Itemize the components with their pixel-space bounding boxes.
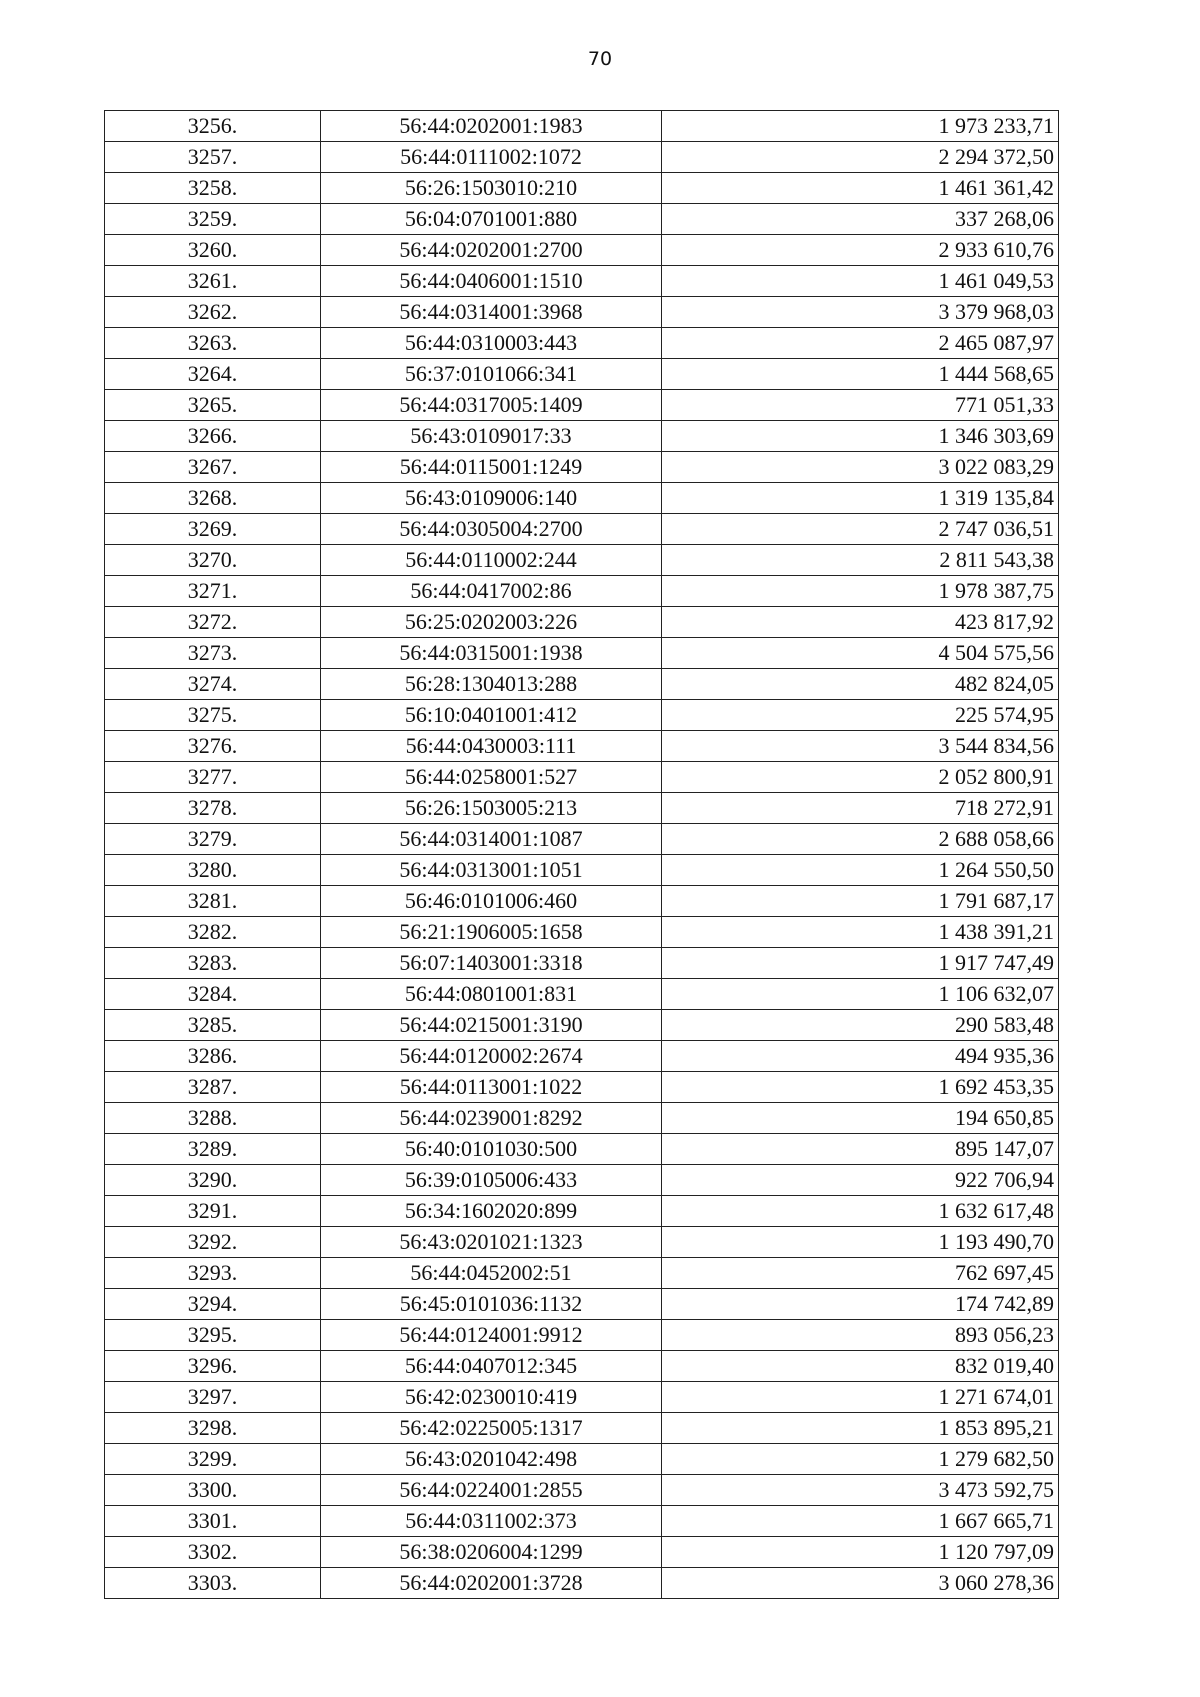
row-number-cell: 3264. bbox=[105, 359, 321, 390]
row-number-cell: 3261. bbox=[105, 266, 321, 297]
cadastral-value-cell: 1 461 049,53 bbox=[662, 266, 1059, 297]
cadastral-number-cell: 56:44:0224001:2855 bbox=[321, 1475, 662, 1506]
row-number-cell: 3285. bbox=[105, 1010, 321, 1041]
row-number-cell: 3268. bbox=[105, 483, 321, 514]
cadastral-value-cell: 2 465 087,97 bbox=[662, 328, 1059, 359]
table-row bbox=[105, 669, 1059, 700]
row-number-cell: 3298. bbox=[105, 1413, 321, 1444]
row-number-cell: 3258. bbox=[105, 173, 321, 204]
row-number-cell: 3300. bbox=[105, 1475, 321, 1506]
cadastral-value-cell: 1 973 233,71 bbox=[662, 111, 1059, 142]
table-row bbox=[105, 297, 1059, 328]
table-row bbox=[105, 1258, 1059, 1289]
cadastral-value-cell: 2 052 800,91 bbox=[662, 762, 1059, 793]
cadastral-value-cell: 1 917 747,49 bbox=[662, 948, 1059, 979]
cadastral-number-cell: 56:44:0202001:3728 bbox=[321, 1568, 662, 1599]
cadastral-number-cell: 56:44:0215001:3190 bbox=[321, 1010, 662, 1041]
table-row bbox=[105, 731, 1059, 762]
row-number-cell: 3273. bbox=[105, 638, 321, 669]
cadastral-value-cell: 2 294 372,50 bbox=[662, 142, 1059, 173]
row-number-cell: 3257. bbox=[105, 142, 321, 173]
cadastral-value-cell: 337 268,06 bbox=[662, 204, 1059, 235]
cadastral-value-cell: 1 120 797,09 bbox=[662, 1537, 1059, 1568]
table-row bbox=[105, 514, 1059, 545]
cadastral-number-cell: 56:44:0452002:51 bbox=[321, 1258, 662, 1289]
cadastral-value-cell: 1 853 895,21 bbox=[662, 1413, 1059, 1444]
table-row bbox=[105, 1289, 1059, 1320]
cadastral-value-cell: 762 697,45 bbox=[662, 1258, 1059, 1289]
table-row bbox=[105, 1165, 1059, 1196]
cadastral-number-cell: 56:37:0101066:341 bbox=[321, 359, 662, 390]
cadastral-value-cell: 1 271 674,01 bbox=[662, 1382, 1059, 1413]
table-row bbox=[105, 1196, 1059, 1227]
row-number-cell: 3282. bbox=[105, 917, 321, 948]
cadastral-value-cell: 482 824,05 bbox=[662, 669, 1059, 700]
row-number-cell: 3284. bbox=[105, 979, 321, 1010]
table-row bbox=[105, 762, 1059, 793]
cadastral-number-cell: 56:44:0305004:2700 bbox=[321, 514, 662, 545]
table-row bbox=[105, 1010, 1059, 1041]
cadastral-value-cell: 1 193 490,70 bbox=[662, 1227, 1059, 1258]
row-number-cell: 3287. bbox=[105, 1072, 321, 1103]
table-row bbox=[105, 545, 1059, 576]
cadastral-value-cell: 225 574,95 bbox=[662, 700, 1059, 731]
cadastral-number-cell: 56:26:1503010:210 bbox=[321, 173, 662, 204]
cadastral-number-cell: 56:44:0430003:111 bbox=[321, 731, 662, 762]
table-row bbox=[105, 452, 1059, 483]
row-number-cell: 3297. bbox=[105, 1382, 321, 1413]
cadastral-number-cell: 56:42:0230010:419 bbox=[321, 1382, 662, 1413]
table-row bbox=[105, 328, 1059, 359]
table-row bbox=[105, 638, 1059, 669]
row-number-cell: 3259. bbox=[105, 204, 321, 235]
table-row bbox=[105, 111, 1059, 142]
cadastral-value-cell: 1 279 682,50 bbox=[662, 1444, 1059, 1475]
cadastral-value-cell: 4 504 575,56 bbox=[662, 638, 1059, 669]
row-number-cell: 3303. bbox=[105, 1568, 321, 1599]
table-row bbox=[105, 886, 1059, 917]
row-number-cell: 3278. bbox=[105, 793, 321, 824]
cadastral-value-table bbox=[104, 110, 1059, 1599]
cadastral-number-cell: 56:38:0206004:1299 bbox=[321, 1537, 662, 1568]
row-number-cell: 3283. bbox=[105, 948, 321, 979]
cadastral-number-cell: 56:07:1403001:3318 bbox=[321, 948, 662, 979]
cadastral-number-cell: 56:25:0202003:226 bbox=[321, 607, 662, 638]
cadastral-value-cell: 3 379 968,03 bbox=[662, 297, 1059, 328]
cadastral-value-cell: 1 264 550,50 bbox=[662, 855, 1059, 886]
cadastral-number-cell: 56:44:0202001:2700 bbox=[321, 235, 662, 266]
cadastral-value-cell: 1 667 665,71 bbox=[662, 1506, 1059, 1537]
cadastral-number-cell: 56:44:0314001:1087 bbox=[321, 824, 662, 855]
row-number-cell: 3263. bbox=[105, 328, 321, 359]
cadastral-number-cell: 56:21:1906005:1658 bbox=[321, 917, 662, 948]
table-row bbox=[105, 700, 1059, 731]
cadastral-value-cell: 194 650,85 bbox=[662, 1103, 1059, 1134]
row-number-cell: 3260. bbox=[105, 235, 321, 266]
cadastral-number-cell: 56:43:0201021:1323 bbox=[321, 1227, 662, 1258]
page-number: 70 bbox=[587, 48, 613, 70]
cadastral-value-cell: 290 583,48 bbox=[662, 1010, 1059, 1041]
cadastral-number-cell: 56:40:0101030:500 bbox=[321, 1134, 662, 1165]
table-row bbox=[105, 1134, 1059, 1165]
row-number-cell: 3272. bbox=[105, 607, 321, 638]
table-row bbox=[105, 1444, 1059, 1475]
cadastral-number-cell: 56:44:0315001:1938 bbox=[321, 638, 662, 669]
table-row bbox=[105, 1227, 1059, 1258]
cadastral-value-cell: 3 544 834,56 bbox=[662, 731, 1059, 762]
cadastral-value-cell: 771 051,33 bbox=[662, 390, 1059, 421]
cadastral-value-cell: 922 706,94 bbox=[662, 1165, 1059, 1196]
table-row bbox=[105, 359, 1059, 390]
cadastral-value-cell: 1 444 568,65 bbox=[662, 359, 1059, 390]
cadastral-value-cell: 1 632 617,48 bbox=[662, 1196, 1059, 1227]
cadastral-value-cell: 893 056,23 bbox=[662, 1320, 1059, 1351]
cadastral-number-cell: 56:44:0120002:2674 bbox=[321, 1041, 662, 1072]
table-row bbox=[105, 607, 1059, 638]
row-number-cell: 3291. bbox=[105, 1196, 321, 1227]
cadastral-value-cell: 1 692 453,35 bbox=[662, 1072, 1059, 1103]
cadastral-number-cell: 56:43:0109017:33 bbox=[321, 421, 662, 452]
cadastral-number-cell: 56:44:0113001:1022 bbox=[321, 1072, 662, 1103]
row-number-cell: 3301. bbox=[105, 1506, 321, 1537]
table-row bbox=[105, 824, 1059, 855]
cadastral-number-cell: 56:44:0239001:8292 bbox=[321, 1103, 662, 1134]
table-row bbox=[105, 948, 1059, 979]
cadastral-number-cell: 56:10:0401001:412 bbox=[321, 700, 662, 731]
cadastral-value-cell: 1 791 687,17 bbox=[662, 886, 1059, 917]
cadastral-number-cell: 56:44:0110002:244 bbox=[321, 545, 662, 576]
row-number-cell: 3288. bbox=[105, 1103, 321, 1134]
row-number-cell: 3296. bbox=[105, 1351, 321, 1382]
table-row bbox=[105, 979, 1059, 1010]
cadastral-number-cell: 56:44:0111002:1072 bbox=[321, 142, 662, 173]
cadastral-number-cell: 56:44:0313001:1051 bbox=[321, 855, 662, 886]
row-number-cell: 3302. bbox=[105, 1537, 321, 1568]
cadastral-number-cell: 56:42:0225005:1317 bbox=[321, 1413, 662, 1444]
table-row bbox=[105, 173, 1059, 204]
row-number-cell: 3267. bbox=[105, 452, 321, 483]
table-row bbox=[105, 390, 1059, 421]
table-row bbox=[105, 235, 1059, 266]
cadastral-number-cell: 56:44:0417002:86 bbox=[321, 576, 662, 607]
cadastral-value-cell: 423 817,92 bbox=[662, 607, 1059, 638]
row-number-cell: 3289. bbox=[105, 1134, 321, 1165]
cadastral-number-cell: 56:26:1503005:213 bbox=[321, 793, 662, 824]
table-row bbox=[105, 793, 1059, 824]
cadastral-value-cell: 1 438 391,21 bbox=[662, 917, 1059, 948]
cadastral-value-cell: 3 060 278,36 bbox=[662, 1568, 1059, 1599]
row-number-cell: 3292. bbox=[105, 1227, 321, 1258]
cadastral-number-cell: 56:44:0258001:527 bbox=[321, 762, 662, 793]
cadastral-value-cell: 2 811 543,38 bbox=[662, 545, 1059, 576]
cadastral-value-cell: 718 272,91 bbox=[662, 793, 1059, 824]
cadastral-value-cell: 2 688 058,66 bbox=[662, 824, 1059, 855]
cadastral-number-cell: 56:44:0801001:831 bbox=[321, 979, 662, 1010]
table-row bbox=[105, 1537, 1059, 1568]
cadastral-value-cell: 494 935,36 bbox=[662, 1041, 1059, 1072]
cadastral-value-cell: 1 106 632,07 bbox=[662, 979, 1059, 1010]
row-number-cell: 3280. bbox=[105, 855, 321, 886]
cadastral-number-cell: 56:45:0101036:1132 bbox=[321, 1289, 662, 1320]
cadastral-number-cell: 56:46:0101006:460 bbox=[321, 886, 662, 917]
cadastral-value-cell: 2 747 036,51 bbox=[662, 514, 1059, 545]
cadastral-number-cell: 56:44:0317005:1409 bbox=[321, 390, 662, 421]
row-number-cell: 3271. bbox=[105, 576, 321, 607]
table-row bbox=[105, 421, 1059, 452]
table-body bbox=[105, 111, 1059, 1599]
table-row bbox=[105, 1382, 1059, 1413]
table-row bbox=[105, 204, 1059, 235]
cadastral-number-cell: 56:44:0314001:3968 bbox=[321, 297, 662, 328]
cadastral-number-cell: 56:44:0311002:373 bbox=[321, 1506, 662, 1537]
cadastral-number-cell: 56:34:1602020:899 bbox=[321, 1196, 662, 1227]
table-row bbox=[105, 1475, 1059, 1506]
cadastral-number-cell: 56:43:0201042:498 bbox=[321, 1444, 662, 1475]
row-number-cell: 3275. bbox=[105, 700, 321, 731]
table-row bbox=[105, 1320, 1059, 1351]
table-row bbox=[105, 917, 1059, 948]
row-number-cell: 3279. bbox=[105, 824, 321, 855]
row-number-cell: 3290. bbox=[105, 1165, 321, 1196]
cadastral-number-cell: 56:44:0310003:443 bbox=[321, 328, 662, 359]
cadastral-value-cell: 832 019,40 bbox=[662, 1351, 1059, 1382]
row-number-cell: 3269. bbox=[105, 514, 321, 545]
cadastral-value-cell: 1 346 303,69 bbox=[662, 421, 1059, 452]
row-number-cell: 3270. bbox=[105, 545, 321, 576]
row-number-cell: 3256. bbox=[105, 111, 321, 142]
row-number-cell: 3286. bbox=[105, 1041, 321, 1072]
row-number-cell: 3262. bbox=[105, 297, 321, 328]
row-number-cell: 3265. bbox=[105, 390, 321, 421]
cadastral-number-cell: 56:43:0109006:140 bbox=[321, 483, 662, 514]
table-row bbox=[105, 1568, 1059, 1599]
cadastral-value-cell: 3 473 592,75 bbox=[662, 1475, 1059, 1506]
table-row bbox=[105, 855, 1059, 886]
row-number-cell: 3294. bbox=[105, 1289, 321, 1320]
cadastral-value-cell: 895 147,07 bbox=[662, 1134, 1059, 1165]
row-number-cell: 3281. bbox=[105, 886, 321, 917]
cadastral-value-cell: 174 742,89 bbox=[662, 1289, 1059, 1320]
cadastral-number-cell: 56:44:0202001:1983 bbox=[321, 111, 662, 142]
row-number-cell: 3276. bbox=[105, 731, 321, 762]
cadastral-number-cell: 56:44:0406001:1510 bbox=[321, 266, 662, 297]
row-number-cell: 3266. bbox=[105, 421, 321, 452]
table-row bbox=[105, 483, 1059, 514]
cadastral-number-cell: 56:39:0105006:433 bbox=[321, 1165, 662, 1196]
row-number-cell: 3299. bbox=[105, 1444, 321, 1475]
cadastral-number-cell: 56:04:0701001:880 bbox=[321, 204, 662, 235]
table-row bbox=[105, 1351, 1059, 1382]
cadastral-number-cell: 56:44:0124001:9912 bbox=[321, 1320, 662, 1351]
row-number-cell: 3277. bbox=[105, 762, 321, 793]
row-number-cell: 3293. bbox=[105, 1258, 321, 1289]
cadastral-number-cell: 56:44:0407012:345 bbox=[321, 1351, 662, 1382]
table-row bbox=[105, 1413, 1059, 1444]
cadastral-value-cell: 1 319 135,84 bbox=[662, 483, 1059, 514]
table-row bbox=[105, 1103, 1059, 1134]
cadastral-value-cell: 3 022 083,29 bbox=[662, 452, 1059, 483]
cadastral-value-cell: 2 933 610,76 bbox=[662, 235, 1059, 266]
table-row bbox=[105, 266, 1059, 297]
table-row bbox=[105, 1506, 1059, 1537]
cadastral-number-cell: 56:28:1304013:288 bbox=[321, 669, 662, 700]
cadastral-value-cell: 1 978 387,75 bbox=[662, 576, 1059, 607]
table-row bbox=[105, 1072, 1059, 1103]
table-row bbox=[105, 1041, 1059, 1072]
table-row bbox=[105, 576, 1059, 607]
cadastral-value-cell: 1 461 361,42 bbox=[662, 173, 1059, 204]
row-number-cell: 3295. bbox=[105, 1320, 321, 1351]
table-row bbox=[105, 142, 1059, 173]
cadastral-number-cell: 56:44:0115001:1249 bbox=[321, 452, 662, 483]
row-number-cell: 3274. bbox=[105, 669, 321, 700]
